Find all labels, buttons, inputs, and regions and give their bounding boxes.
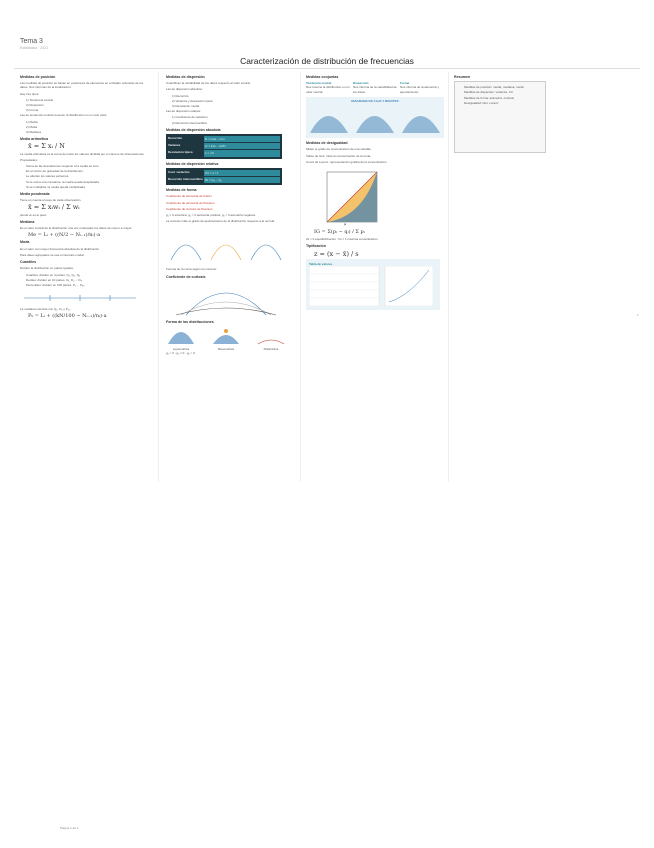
- table-row: [168, 170, 280, 176]
- paragraph: Es el valor central de la distribución una vez ordenados los datos de menor a mayor.: [20, 226, 133, 231]
- shape-figures: [166, 326, 286, 351]
- paragraph: La media aritmética es la suma de todos los valores dividida por el número de observaciones.: [20, 151, 145, 156]
- badge-title: Forma: [400, 81, 410, 86]
- column-divider: [448, 72, 449, 482]
- formula: x̄ = Σ xᵢwᵢ / Σ wᵢ: [28, 203, 80, 212]
- table-cell: s² = Σ(xᵢ − x̄)²/N: [204, 143, 280, 149]
- shape-label: Leptocúrtica: [172, 347, 190, 352]
- skewness-curves: [166, 225, 286, 265]
- shape-label: Mesocúrtica: [217, 347, 235, 352]
- axis-label: pᵢ: [344, 222, 347, 227]
- list-item: Cuartiles: dividen en 4 partes. Q₁, Q₂, Q₃: [26, 272, 81, 277]
- lorenz-curve: [322, 167, 382, 227]
- quartile-number-line: [20, 290, 140, 304]
- paragraph: Formas de la curva según su curtosis:: [166, 267, 217, 272]
- paragraph: Cuantifican la variabilidad de los datos respecto al valor central.: [166, 81, 251, 86]
- section-heading: Tipificación: [306, 244, 326, 249]
- table-cell: Coef. variación: [168, 169, 190, 174]
- paragraph: Las de dispersión absoluta:: [166, 87, 203, 92]
- list-item: Si se multiplica, la media queda multiplicada.: [26, 184, 86, 189]
- header-title: Tema 3: [20, 38, 43, 45]
- column-2: [166, 72, 292, 358]
- column-3: [306, 72, 444, 310]
- column-1: [20, 72, 148, 322]
- section-heading: Medidas de dispersión relativa: [166, 161, 219, 166]
- list-item: Suma de las desviaciones respecto a la media es cero.: [26, 164, 100, 169]
- values-table-graphic: [309, 266, 433, 306]
- list-item: Si se suma una constante, la media queda desplazada.: [26, 179, 100, 184]
- shape-figure: [256, 326, 286, 351]
- list-item: 2) Varianza y desviación típica: [172, 98, 213, 103]
- list-item: Deciles: dividen en 10 partes. D₁, D₂ ... D₉: [26, 277, 82, 282]
- paragraph: Para datos agrupados se usa el intervalo modal.: [20, 252, 85, 257]
- column-divider: [158, 72, 159, 482]
- table-row: [168, 177, 280, 183]
- title-rule: [14, 68, 640, 69]
- list-item: 1) Media: [26, 119, 38, 124]
- values-table-card: [306, 259, 440, 310]
- list-item: 3) Mediana: [26, 130, 42, 135]
- list-item: 3) Forma: [26, 108, 39, 113]
- paragraph: Las de dispersión relativa:: [166, 109, 201, 114]
- box-plot-banner: [306, 97, 444, 138]
- list-item: 1) Tendencia central: [26, 97, 53, 102]
- paragraph: Dividen la distribución en partes iguales.: [20, 266, 74, 271]
- list-item: Le afectan los valores extremos.: [26, 174, 70, 179]
- badge-card: [353, 81, 397, 94]
- paragraph: Índice de Gini: mide la concentración de la renta.: [306, 153, 372, 158]
- list-item: Medidas de dispersión: varianza, CV: [464, 90, 513, 95]
- header-subtitle: Estadística · 2021: [20, 46, 49, 50]
- paragraph: Tiene en cuenta el peso de cada observación.: [20, 198, 82, 203]
- formula: z = (x − x̄) / s: [314, 249, 359, 258]
- summary-card: [454, 81, 546, 153]
- paragraph: IG = 0 equidistribución ; IG = 1 máxima concentración: [306, 237, 378, 242]
- margin-mark: •: [637, 312, 639, 317]
- list-item: Es el centro de gravedad de la distribución.: [26, 169, 84, 174]
- badge-text: Nos informa de la variabilidad de los datos.: [353, 85, 397, 94]
- paragraph: Es el valor con mayor frecuencia absoluta de la distribución.: [20, 246, 100, 251]
- paragraph: Miden el grado de concentración de una variable.: [306, 147, 372, 152]
- list-item: 2) Moda: [26, 124, 38, 129]
- list-item: Medidas de posición: media, mediana, moda: [464, 85, 524, 90]
- column-divider: [300, 72, 301, 482]
- relative-dispersion-table: [166, 168, 282, 185]
- column-4: [454, 72, 546, 153]
- section-heading: Medidas de dispersión: [166, 75, 205, 79]
- formula: x̄ = Σ xᵢ / N: [28, 142, 65, 151]
- paragraph: La curtosis mide el grado de apuntamiento de la distribución respecto a la normal.: [166, 219, 275, 224]
- table-row: [168, 136, 280, 142]
- list-item: 2) Dispersión: [26, 103, 44, 108]
- paragraph: g₂ > 0 ; g₂ = 0 ; g₂ < 0: [166, 351, 195, 356]
- paragraph: Las de tendencia central resumen la distribución en un solo valor:: [20, 113, 108, 118]
- table-cell: s = √s²: [204, 150, 280, 156]
- badge-text: Nos informa de la asimetría y apuntamiento.: [400, 85, 440, 94]
- badge-card: [306, 81, 350, 94]
- paragraph: Hay tres tipos:: [20, 91, 40, 96]
- section-heading: Medidas de desigualdad: [306, 141, 348, 146]
- shape-figure: [166, 326, 196, 351]
- shape-figure: [211, 326, 241, 351]
- paragraph: Las medidas de posición se basan en posiciones de elementos en el listado ordenado de los datos. Nos informan de la localización.: [20, 81, 144, 90]
- table-cell: Recorrido: [168, 136, 183, 141]
- formula-label: Coeficiente de asimetría de Fisher: [166, 194, 212, 199]
- table-cell: R = máx − mín: [204, 136, 280, 142]
- paragraph: La mediana coincide con Q₂, D₅ y P₅₀.: [20, 307, 72, 312]
- formula: Me = Lᵢ + ((N/2 − Nᵢ₋₁)/nᵢ)·a: [28, 232, 101, 239]
- kurtosis-curves: [166, 281, 286, 317]
- summary-badges: [306, 81, 444, 94]
- dispersion-table: [166, 134, 282, 159]
- table-row: [168, 150, 280, 156]
- section-heading: Forma de las distribuciones: [166, 319, 214, 324]
- table-row: [168, 143, 280, 149]
- formula-label: Coeficiente de curtosis de Pearson: [166, 206, 213, 211]
- section-heading: Medidas de dispersión absoluta: [166, 127, 221, 132]
- list-item: Percentiles: dividen en 100 partes. P₁ ... P₉₉: [26, 282, 85, 287]
- footer: Página 1 de 1: [60, 826, 79, 830]
- section-heading: Coeficiente de curtosis: [166, 274, 206, 279]
- paragraph: g₁ = 0 simétrica; g₁ > 0 asimetría positiva; g₁ < 0 asimetría negativa.: [166, 213, 256, 218]
- badge-text: Nos resume la distribución en un valor central.: [306, 85, 350, 94]
- section-heading: Moda: [20, 240, 30, 245]
- list-item: Medidas de forma: asimetría, curtosis: [464, 95, 515, 100]
- paragraph: Curva de Lorenz: representación gráfica de la concentración.: [306, 159, 388, 164]
- paragraph: Propiedades:: [20, 157, 38, 162]
- formula: IG = Σ(pᵢ − qᵢ) / Σ pᵢ: [314, 229, 365, 236]
- badge-title: Tendencia central: [306, 81, 332, 86]
- table-cell: Desviación típica: [168, 150, 193, 155]
- formula-label: Coeficiente de asimetría de Pearson: [166, 200, 215, 205]
- section-heading: Medidas de forma: [166, 188, 197, 193]
- table-cell: Recorrido intercuartílico: [168, 177, 203, 182]
- section-heading: Medidas de posición: [20, 75, 56, 79]
- section-heading: Media ponderada: [20, 192, 50, 197]
- shape-label: Platicúrtica: [263, 347, 279, 352]
- section-heading: Mediana: [20, 219, 35, 224]
- table-cell: Varianza: [168, 143, 181, 148]
- table-title: Tabla de valores: [309, 261, 333, 266]
- section-heading: Resumen: [454, 75, 471, 79]
- badge-card: [400, 81, 444, 94]
- table-cell: CV = s / x̄: [204, 170, 280, 176]
- badge-title: Dispersión: [353, 81, 369, 86]
- list-item: 1) Recorrido: [172, 93, 189, 98]
- table-cell: RI = Q₃ − Q₁: [204, 177, 280, 183]
- normal-curves: [308, 103, 442, 135]
- list-item: Desigualdad: Gini, Lorenz: [464, 100, 499, 105]
- list-item: 3) Desviación media: [172, 104, 200, 109]
- section-heading: Cuantiles: [20, 260, 37, 265]
- formula: Pₖ = Lᵢ + ((kN/100 − Nᵢ₋₁)/nᵢ)·a: [28, 313, 107, 320]
- paragraph: donde wᵢ es el peso: [20, 212, 47, 217]
- list-item: 2) Recorrido intercuartílico: [172, 120, 208, 125]
- section-heading: Medidas conjuntas: [306, 75, 339, 79]
- page-title: Caracterización de distribución de frecuencias: [240, 56, 414, 66]
- section-heading: Media aritmética: [20, 137, 49, 142]
- list-item: 1) Coeficiente de variación: [172, 115, 208, 120]
- banner-title: DIAGRAMA DE CAJA Y BIGOTES: [351, 98, 399, 103]
